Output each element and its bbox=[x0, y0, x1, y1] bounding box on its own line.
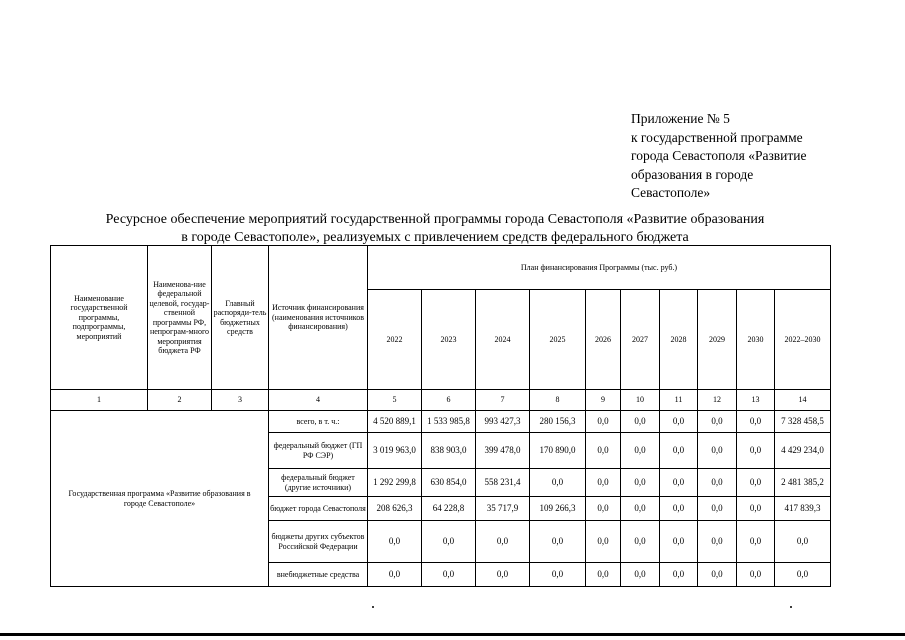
value-cell: 0,0 bbox=[698, 433, 737, 469]
value-cell: 0,0 bbox=[737, 497, 775, 521]
column-number: 9 bbox=[586, 390, 621, 411]
value-cell: 1 292 299,8 bbox=[368, 469, 422, 497]
header-manager: Главный распоряди-тель бюджетных средств bbox=[212, 246, 269, 390]
value-cell: 0,0 bbox=[586, 497, 621, 521]
value-cell: 0,0 bbox=[586, 469, 621, 497]
header-source: Источник финансирования (наименования источников финансирования) bbox=[269, 246, 368, 390]
value-cell: 0,0 bbox=[775, 521, 831, 563]
value-cell: 0,0 bbox=[737, 563, 775, 587]
appendix-line: к государственной программе bbox=[631, 129, 803, 145]
value-cell: 417 839,3 bbox=[775, 497, 831, 521]
value-cell: 993 427,3 bbox=[476, 411, 530, 433]
column-number: 14 bbox=[775, 390, 831, 411]
value-cell: 4 520 889,1 bbox=[368, 411, 422, 433]
title-line-1: Ресурсное обеспечение мероприятий государственной программы города Севастополя «Развитие образования bbox=[105, 212, 765, 227]
source-cell: федеральный бюджет (другие источники) bbox=[269, 469, 368, 497]
value-cell: 0,0 bbox=[660, 563, 698, 587]
column-number: 2 bbox=[148, 390, 212, 411]
value-cell: 0,0 bbox=[775, 563, 831, 587]
value-cell: 0,0 bbox=[660, 521, 698, 563]
value-cell: 1 533 985,8 bbox=[422, 411, 476, 433]
column-number: 13 bbox=[737, 390, 775, 411]
header-year: 2022 bbox=[368, 290, 422, 390]
header-year: 2024 bbox=[476, 290, 530, 390]
value-cell: 3 019 963,0 bbox=[368, 433, 422, 469]
value-cell: 0,0 bbox=[698, 469, 737, 497]
header-year: 2023 bbox=[422, 290, 476, 390]
value-cell: 0,0 bbox=[621, 521, 660, 563]
value-cell: 0,0 bbox=[586, 563, 621, 587]
header-year: 2030 bbox=[737, 290, 775, 390]
document-title bbox=[40, 211, 830, 247]
header-year: 2028 bbox=[660, 290, 698, 390]
header-year-total: 2022–2030 bbox=[775, 290, 831, 390]
value-cell: 558 231,4 bbox=[476, 469, 530, 497]
source-cell: бюджет города Севастополя bbox=[269, 497, 368, 521]
value-cell: 0,0 bbox=[422, 521, 476, 563]
column-number: 3 bbox=[212, 390, 269, 411]
header-year: 2029 bbox=[698, 290, 737, 390]
value-cell: 0,0 bbox=[476, 563, 530, 587]
scan-speck bbox=[790, 606, 792, 608]
value-cell: 0,0 bbox=[530, 563, 586, 587]
scan-edge-line bbox=[0, 633, 905, 636]
value-cell: 630 854,0 bbox=[422, 469, 476, 497]
source-cell: бюджеты других субъектов Российской Федерации bbox=[269, 521, 368, 563]
value-cell: 0,0 bbox=[530, 469, 586, 497]
value-cell: 0,0 bbox=[621, 497, 660, 521]
appendix-line: Приложение № 5 bbox=[631, 111, 730, 126]
value-cell: 0,0 bbox=[660, 433, 698, 469]
value-cell: 0,0 bbox=[698, 521, 737, 563]
value-cell: 280 156,3 bbox=[530, 411, 586, 433]
value-cell: 0,0 bbox=[368, 521, 422, 563]
value-cell: 2 481 385,2 bbox=[775, 469, 831, 497]
value-cell: 0,0 bbox=[698, 563, 737, 587]
value-cell: 4 429 234,0 bbox=[775, 433, 831, 469]
column-number: 8 bbox=[530, 390, 586, 411]
table-row bbox=[51, 411, 831, 433]
header-year: 2027 bbox=[621, 290, 660, 390]
value-cell: 0,0 bbox=[698, 411, 737, 433]
value-cell: 0,0 bbox=[621, 411, 660, 433]
value-cell: 0,0 bbox=[660, 497, 698, 521]
value-cell: 0,0 bbox=[586, 411, 621, 433]
column-number: 7 bbox=[476, 390, 530, 411]
header-year: 2025 bbox=[530, 290, 586, 390]
appendix-line: города Севастополя «Развитие bbox=[631, 148, 807, 163]
value-cell: 0,0 bbox=[586, 433, 621, 469]
source-cell: всего, в т. ч.: bbox=[269, 411, 368, 433]
scan-speck bbox=[372, 606, 374, 608]
source-cell: внебюджетные средства bbox=[269, 563, 368, 587]
value-cell: 0,0 bbox=[621, 469, 660, 497]
source-cell: федеральный бюджет (ГП РФ СЭР) bbox=[269, 433, 368, 469]
value-cell: 0,0 bbox=[737, 411, 775, 433]
header-plan: План финансирования Программы (тыс. руб.) bbox=[368, 246, 831, 290]
program-name-cell: Государственная программа «Развитие образования в городе Севастополе» bbox=[51, 411, 269, 587]
value-cell: 208 626,3 bbox=[368, 497, 422, 521]
value-cell: 0,0 bbox=[737, 521, 775, 563]
column-number: 4 bbox=[269, 390, 368, 411]
value-cell: 0,0 bbox=[368, 563, 422, 587]
header-name: Наименование государственной программы, подпрограммы, мероприятий bbox=[51, 246, 148, 390]
value-cell: 64 228,8 bbox=[422, 497, 476, 521]
value-cell: 0,0 bbox=[530, 521, 586, 563]
header-target-program: Наименова-ние федеральной целевой, государ-ственной программы РФ, непрограм-много мероприятия бюджета РФ bbox=[148, 246, 212, 390]
value-cell: 0,0 bbox=[586, 521, 621, 563]
column-number: 1 bbox=[51, 390, 148, 411]
value-cell: 0,0 bbox=[422, 563, 476, 587]
column-number: 12 bbox=[698, 390, 737, 411]
value-cell: 7 328 458,5 bbox=[775, 411, 831, 433]
value-cell: 170 890,0 bbox=[530, 433, 586, 469]
value-cell: 0,0 bbox=[621, 433, 660, 469]
value-cell: 0,0 bbox=[660, 411, 698, 433]
column-number: 6 bbox=[422, 390, 476, 411]
column-number: 5 bbox=[368, 390, 422, 411]
appendix-line: образования в городе bbox=[631, 166, 754, 182]
value-cell: 0,0 bbox=[660, 469, 698, 497]
appendix-block bbox=[631, 110, 881, 203]
column-number: 10 bbox=[621, 390, 660, 411]
value-cell: 0,0 bbox=[476, 521, 530, 563]
title-line-2: в городе Севастополе», реализуемых с привлечением средств федерального бюджета bbox=[181, 230, 689, 245]
value-cell: 0,0 bbox=[737, 433, 775, 469]
column-number: 11 bbox=[660, 390, 698, 411]
value-cell: 35 717,9 bbox=[476, 497, 530, 521]
value-cell: 838 903,0 bbox=[422, 433, 476, 469]
header-year: 2026 bbox=[586, 290, 621, 390]
value-cell: 0,0 bbox=[698, 497, 737, 521]
value-cell: 109 266,3 bbox=[530, 497, 586, 521]
value-cell: 399 478,0 bbox=[476, 433, 530, 469]
appendix-line: Севастополе» bbox=[631, 185, 711, 200]
value-cell: 0,0 bbox=[621, 563, 660, 587]
value-cell: 0,0 bbox=[737, 469, 775, 497]
financing-table bbox=[50, 245, 831, 587]
